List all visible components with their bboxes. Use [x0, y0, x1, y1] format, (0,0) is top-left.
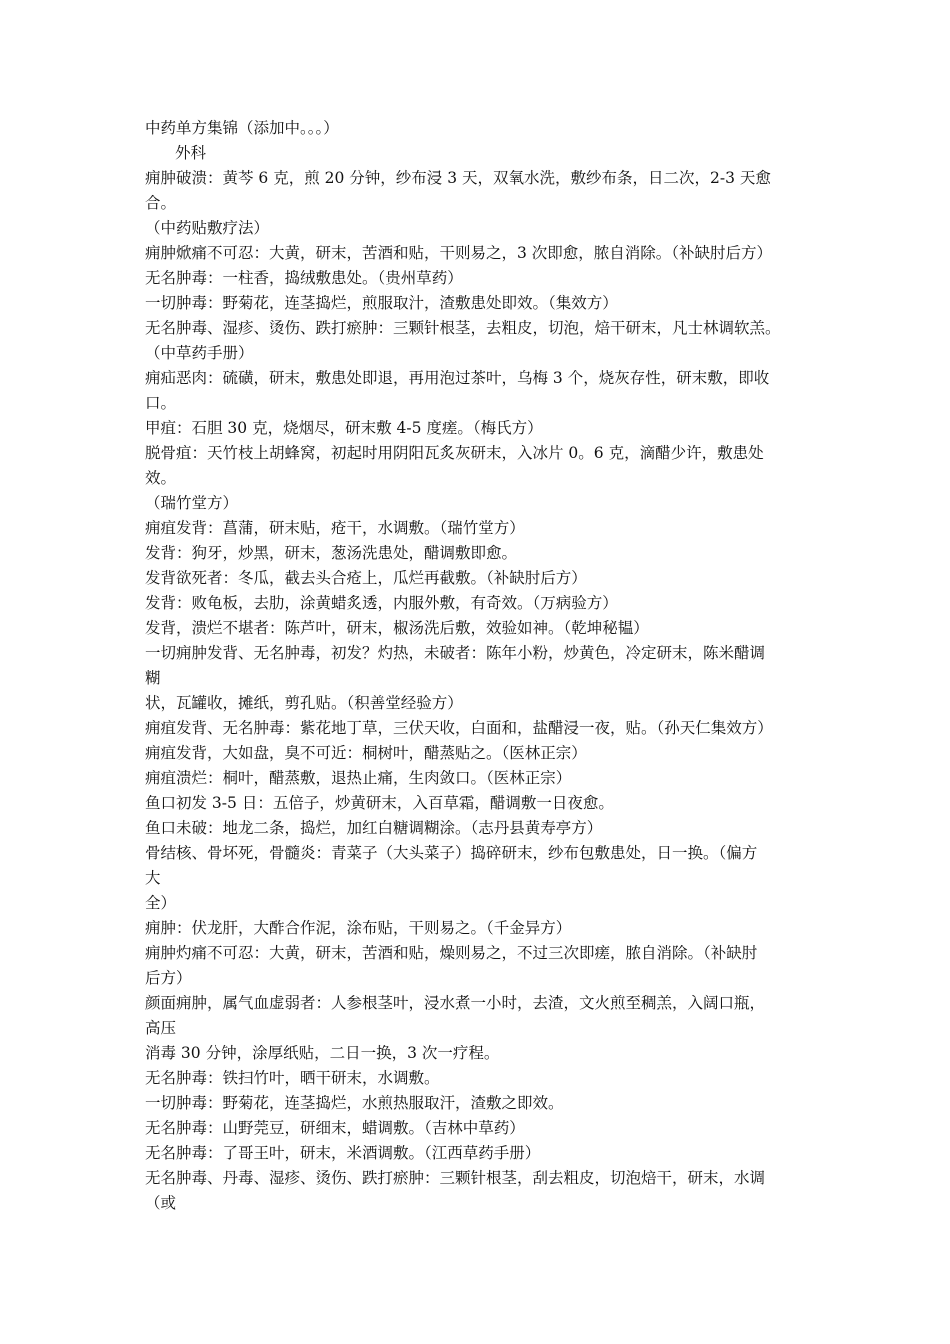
text-line: 骨结核、骨坏死，骨髓炎：青菜子（大头菜子）捣碎研末，纱布包敷患处，日一换。（偏方 — [145, 844, 758, 862]
text-line: 口。 — [145, 394, 177, 412]
text-line: 一切痈肿发背、无名肿毒，初发？灼热，未破者：陈年小粉，炒黄色，冷定研末，陈米醋调 — [145, 644, 766, 662]
text-line: （瑞竹堂方） — [145, 494, 239, 512]
text-line: 痈疽发背，大如盘，臭不可近：桐树叶，醋蒸贴之。（医林正宗） — [145, 744, 587, 762]
text-line: 鱼口未破：地龙二条，捣烂，加红白糖调糊涂。（志丹县黄寿亭方） — [145, 819, 603, 837]
text-line: 颜面痈肿，属气血虚弱者：人参根茎叶，浸水煮一小时，去渣，文火煎至稠羔，入阔口瓶， — [145, 994, 766, 1012]
text-line: 糊 — [145, 669, 161, 687]
text-line: 发背：败龟板，去肋，涂黄蜡炙透，内服外敷，有奇效。（万病验方） — [145, 594, 618, 612]
text-line: 痈肿破溃：黄芩 6 克，煎 20 分钟，纱布浸 3 天，双氧水洗，敷纱布条，日二次，2-3 天愈 — [145, 169, 771, 187]
document-title: 中药单方集锦（添加中。。。） — [145, 119, 339, 137]
text-line: （中草药手册） — [145, 344, 254, 362]
text-line: 无名肿毒：铁扫竹叶，晒干研末，水调敷。 — [145, 1069, 440, 1087]
text-line: 发背：狗牙，炒黑，研末，葱汤洗患处，醋调敷即愈。 — [145, 544, 518, 562]
section-heading: 外科 — [175, 144, 207, 162]
text-line: 痈肿灼痛不可忍：大黄，研末，苦酒和贴，燥则易之，不过三次即瘥，脓自消除。（补缺肘 — [145, 944, 758, 962]
text-line: 后方） — [145, 969, 192, 987]
text-line: 一切肿毒：野菊花，连茎捣烂，水煎热服取汗，渣敷之即效。 — [145, 1094, 564, 1112]
text-line: 痈疽溃烂：桐叶，醋蒸敷，退热止痛，生肉敛口。（医林正宗） — [145, 769, 572, 787]
text-line: 痈疽发背、无名肿毒：紫花地丁草，三伏天收，白面和，盐醋浸一夜，贴。（孙天仁集效方） — [145, 719, 773, 737]
text-line: 痈肿焮痛不可忍：大黄，研末，苦酒和贴，干则易之，3 次即愈，脓自消除。（补缺肘后方） — [145, 244, 773, 262]
text-line: 无名肿毒：一柱香，捣绒敷患处。（贵州草药） — [145, 269, 463, 287]
text-line: （中药贴敷疗法） — [145, 219, 270, 237]
text-line: 高压 — [145, 1019, 177, 1037]
text-line: 全） — [145, 894, 177, 912]
text-line: 无名肿毒、湿疹、烫伤、跌打瘀肿：三颗针根茎，去粗皮，切泡，焙干研末，凡士林调软羔。 — [145, 319, 781, 337]
text-line: 无名肿毒：了哥王叶，研末，米酒调敷。（江西草药手册） — [145, 1144, 541, 1162]
text-line: 鱼口初发 3-5 日：五倍子，炒黄研末，入百草霜，醋调敷一日夜愈。 — [145, 794, 614, 812]
text-line: 状，瓦罐收，摊纸，剪孔贴。（积善堂经验方） — [145, 694, 463, 712]
text-line: 合。 — [145, 194, 177, 212]
text-line: 无名肿毒：山野莞豆，研细末，蜡调敷。（吉林中草药） — [145, 1119, 525, 1137]
text-line: 大 — [145, 869, 161, 887]
text-line: 痈肿：伏龙肝，大酢合作泥，涂布贴，干则易之。（千金异方） — [145, 919, 572, 937]
document-body — [145, 116, 810, 1216]
text-line: 痈疝恶肉：硫磺，研末，敷患处即退，再用泡过茶叶，乌梅 3 个，烧灰存性，研末敷，即收 — [145, 369, 770, 387]
text-line: 发背欲死者：冬瓜，截去头合疮上，瓜烂再截敷。（补缺肘后方） — [145, 569, 587, 587]
text-line: 发背，溃烂不堪者：陈芦叶，研末，椒汤洗后敷，效验如神。（乾坤秘韫） — [145, 619, 649, 637]
text-line: 痈疽发背：菖蒲，研末贴，疮干，水调敷。（瑞竹堂方） — [145, 519, 525, 537]
text-line: 一切肿毒：野菊花，连茎捣烂，煎服取汁，渣敷患处即效。（集效方） — [145, 294, 618, 312]
text-line: 效。 — [145, 469, 177, 487]
text-line: 甲疽：石胆 30 克，烧烟尽，研末敷 4-5 度瘥。（梅氏方） — [145, 419, 543, 437]
text-line: 消毒 30 分钟，涂厚纸贴，二日一换，3 次一疗程。 — [145, 1044, 500, 1062]
text-line: （或 — [145, 1194, 177, 1212]
text-line: 无名肿毒、丹毒、湿疹、烫伤、跌打瘀肿：三颗针根茎，刮去粗皮，切泡焙干，研末，水调 — [145, 1169, 766, 1187]
text-line: 脱骨疽：天竹枝上胡蜂窝，初起时用阴阳瓦炙灰研末，入冰片 0。6 克，滴醋少许，敷患处 — [145, 444, 764, 462]
